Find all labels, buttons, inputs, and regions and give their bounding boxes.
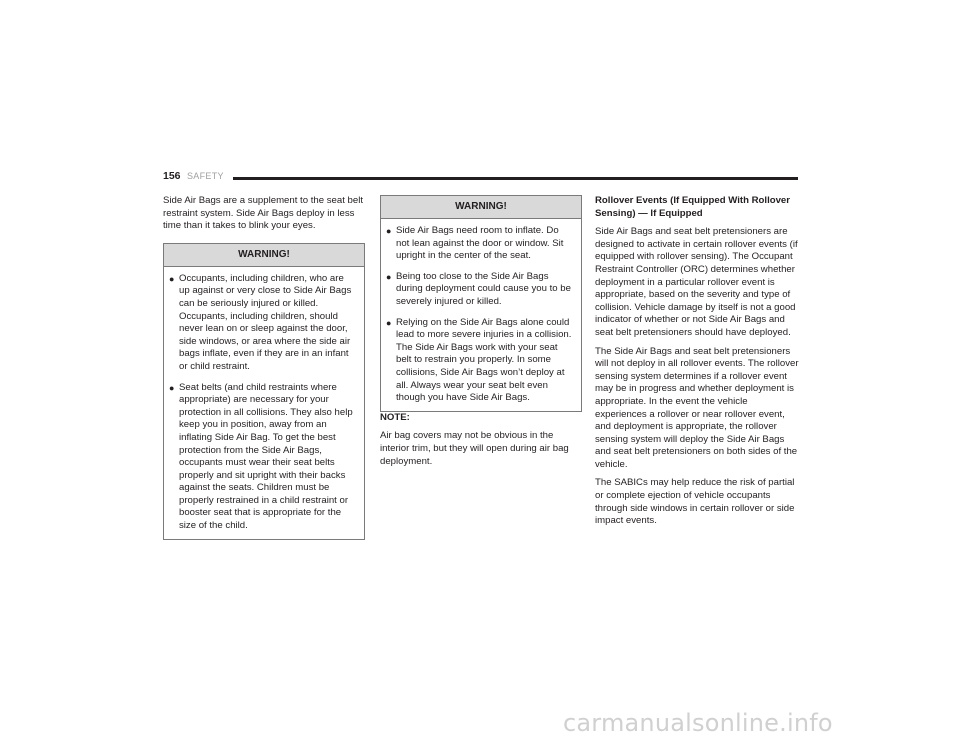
column-1 [163,195,365,540]
warning-box-1 [163,243,365,540]
section-heading: Rollover Events (If Equipped With Rollover Sensing) — If Equipped [595,195,791,219]
note-label: NOTE: [380,411,410,423]
bullet-icon: ● [386,317,392,328]
header-rule [233,177,798,180]
page-number: 156 [163,170,181,182]
warning-item-text: Occupants, including children, who are up against or very close to Side Air Bags can be seriously injured or killed. Occupants, including children, should never lean on or sleep against the door, side windows, or area where the side air bags inflate, even if they are in an infant or child restraint. [179,272,352,372]
bullet-icon: ● [169,382,175,393]
warning-title: WARNING! [164,244,364,267]
watermark-text: carmanualsonline.info [563,709,833,737]
warning-item [169,273,356,374]
body-paragraph: The SABICs may help reduce the risk of partial or complete ejection of vehicle occupants through side windows in certain rollover or side impact events. [595,477,795,527]
intro-paragraph: Side Air Bags are a supplement to the seat belt restraint system. Side Air Bags deploy in less time than it takes to blink your eyes. [163,195,363,232]
warning-item-text: Being too close to the Side Air Bags during deployment could cause you to be severely injured or killed. [396,270,571,307]
page-header [163,170,798,186]
warning-item-text: Side Air Bags need room to inflate. Do not lean against the door or window. Sit upright in the center of the seat. [396,225,564,262]
warning-list [381,219,581,411]
warning-item-text: Seat belts (and child restraints where appropriate) are necessary for your protection in all collisions. They also help keep you in position, away from an inflating Side Air Bag. To get the best protection from the Side Air Bags, occupants must wear their seat belts properly and sit upright with their backs against the seats. Children must be properly restrained in a child restraint or booster seat that is appropriate for the size of the child. [179,381,353,532]
warning-item [386,271,573,309]
bullet-icon: ● [169,273,175,284]
section-title: SAFETY [187,171,224,181]
warning-list [164,267,364,539]
bullet-icon: ● [386,226,392,236]
warning-item [169,382,356,533]
warning-item [386,225,573,263]
warning-title: WARNING! [381,196,581,219]
warning-item [386,317,573,405]
warning-box-2 [380,195,582,412]
body-paragraph: Side Air Bags and seat belt pretensioners are designed to activate in certain rollover events (if equipped with rollover sensing). The Occupant Restraint Controller (ORC) determines whether deployment in a particular rollover event is appropriate, based on the severity and type of collision. Vehicle damage by itself is not a good indicator of whether or not Side Air Bags and seat belt pretensioners should have deployed. [595,226,798,338]
bullet-icon: ● [386,271,392,282]
column-2 [380,195,582,474]
body-paragraph: The Side Air Bags and seat belt pretensioners will not deploy in all rollover events. The rollover sensing system determines if a rollover event may be in progress and whether deployment is appropriate. In the event the vehicle experiences a rollover or near rollover event, and deployment is appropriate, the rollover sensing system will deploy the Side Air Bags and seat belt pretensioners on both sides of the vehicle. [595,345,799,470]
note-text: Air bag covers may not be obvious in the interior trim, but they will open during air bag deployment. [380,430,569,467]
column-3 [595,195,800,534]
warning-item-text: Relying on the Side Air Bags alone could lead to more severe injuries in a collision. The Side Air Bags work with your seat belt to restrain you properly. In some collisions, Side Air Bags won’t deploy at all. Always wear your seat belt even though you have Side Air Bags. [396,316,572,404]
